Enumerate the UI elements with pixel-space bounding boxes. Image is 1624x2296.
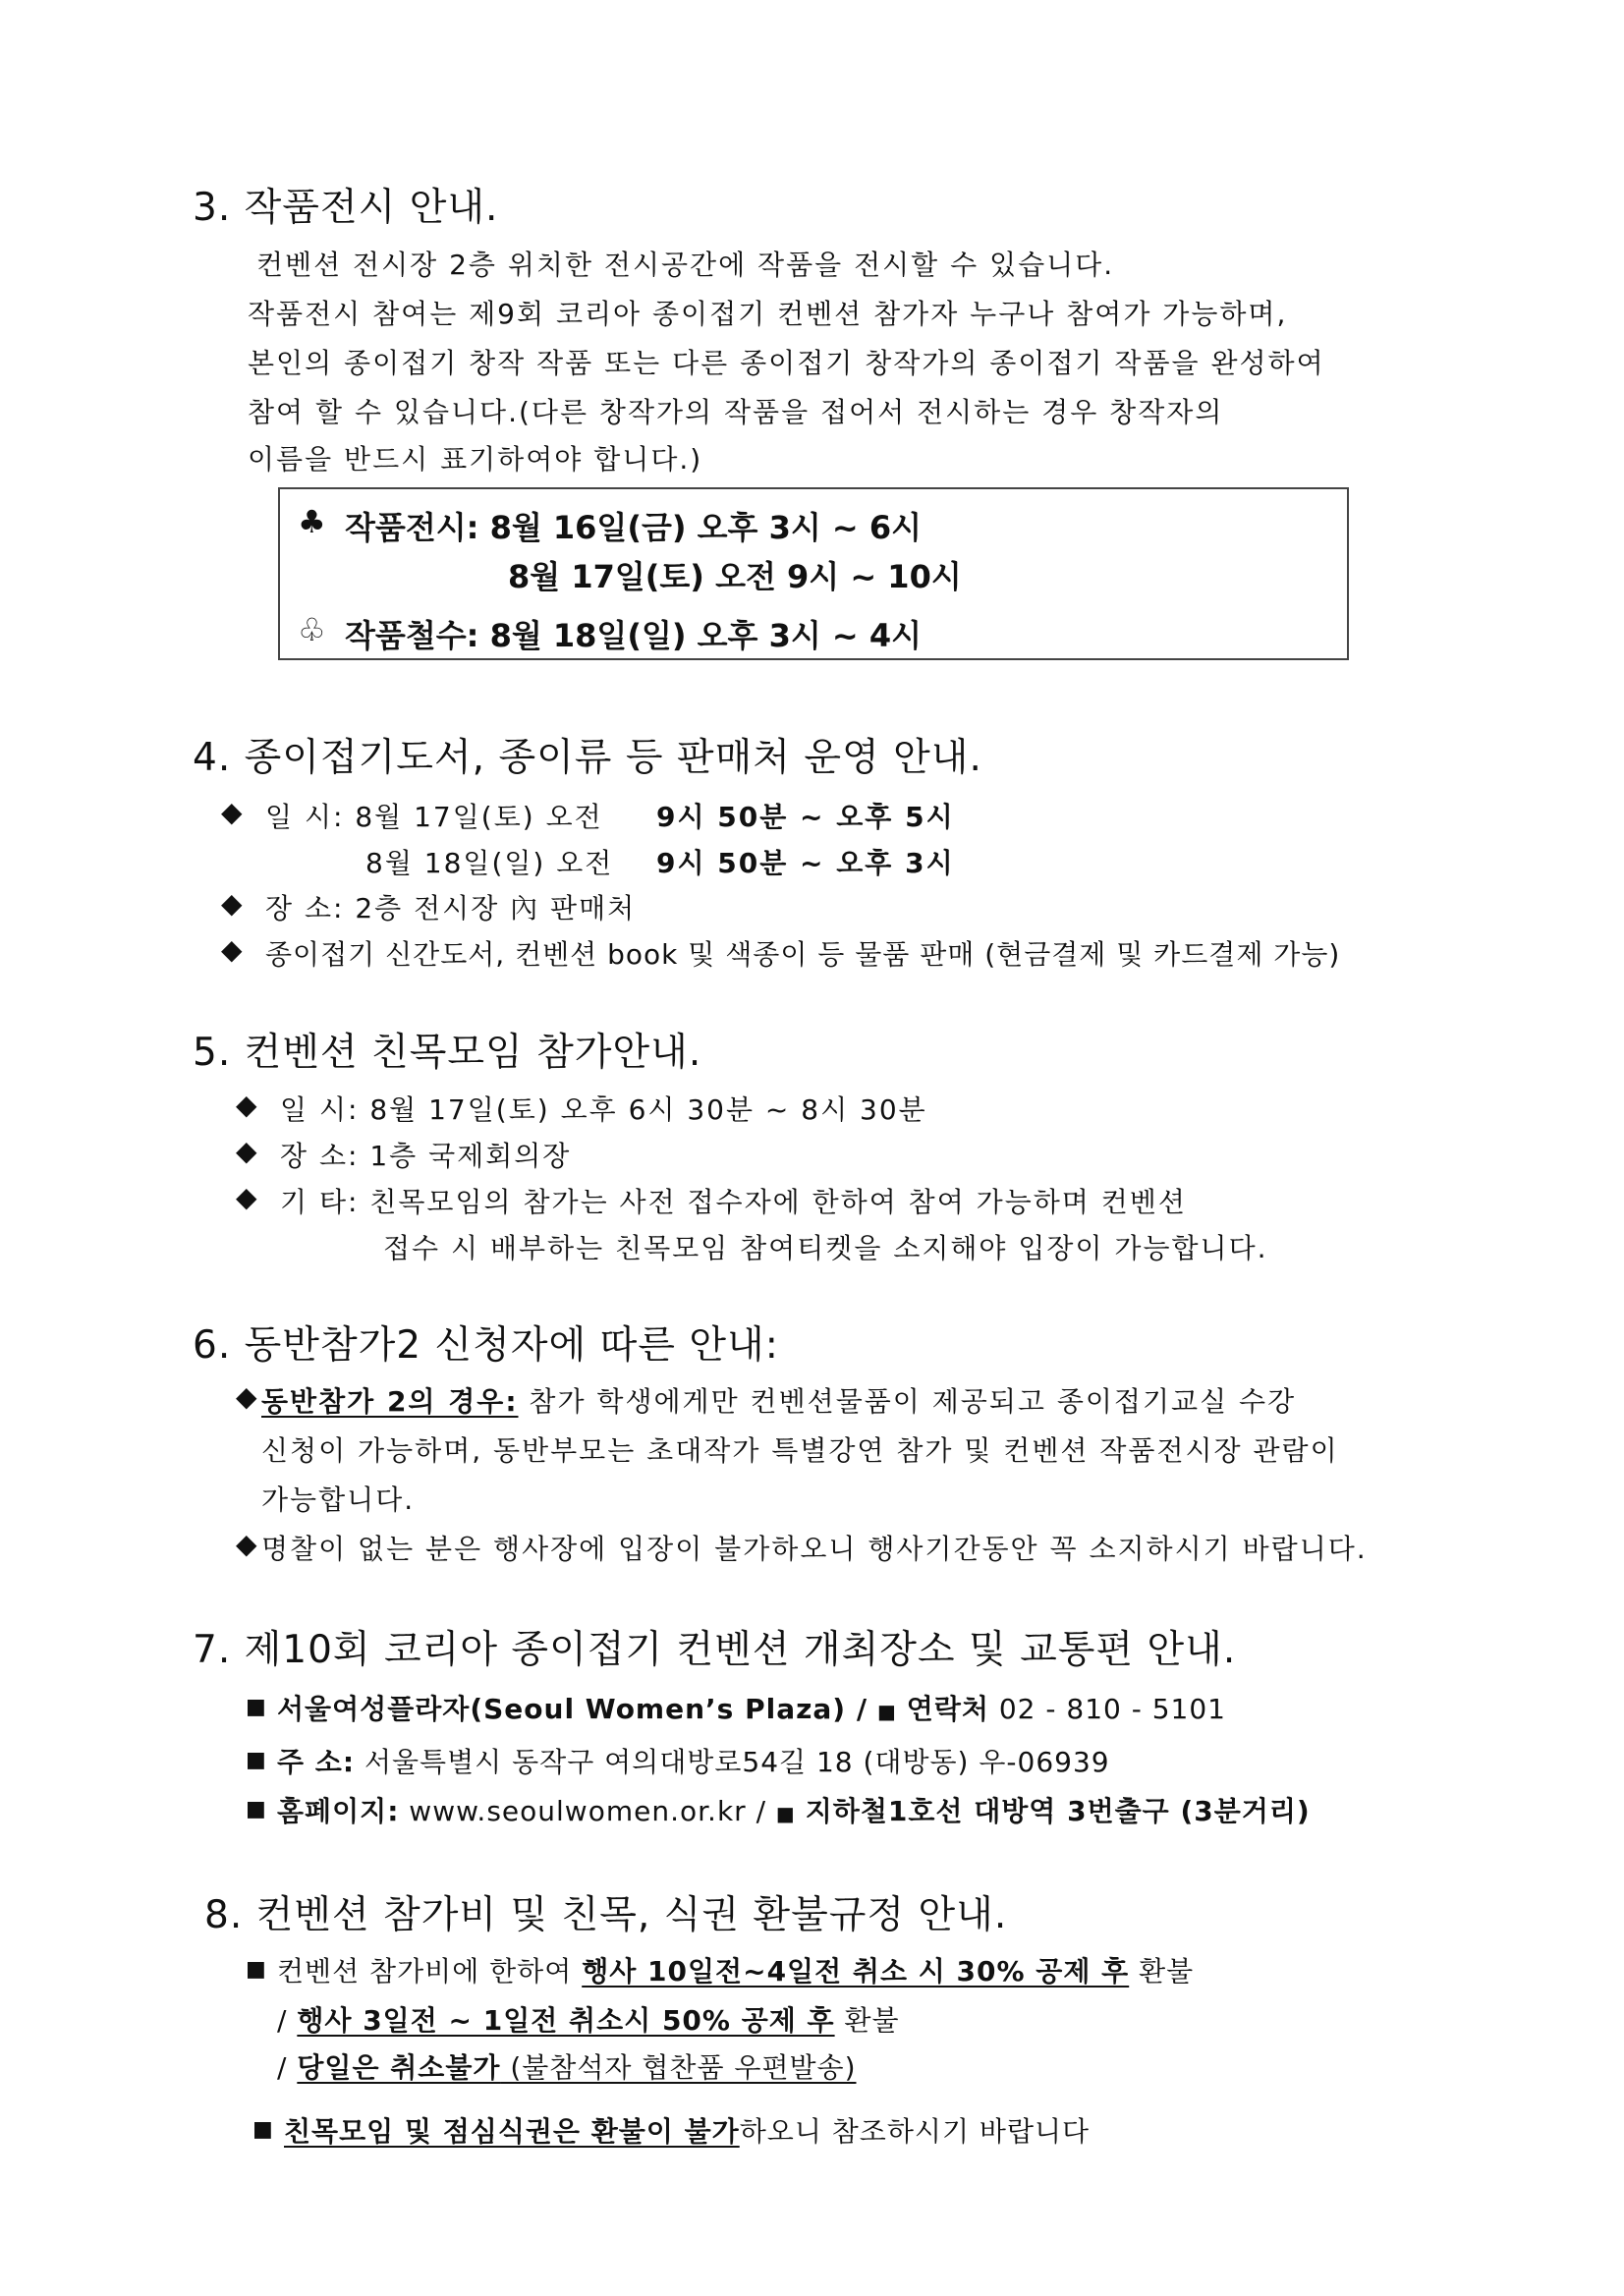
s8-line-3c: (불참석자 협찬품 우편발송) <box>500 2051 857 2084</box>
s7-line-1 <box>277 1688 1226 1727</box>
section-6-title: 6. 동반참가2 신청자에 따른 안내: <box>193 1323 779 1368</box>
s4-line-2b: 9시 50분 ~ 오후 3시 <box>656 847 955 879</box>
s6-companion-label: 동반참가 2의 경우: <box>261 1385 519 1418</box>
club-icon: ♣ <box>298 503 326 540</box>
s8-line-3 <box>277 2046 857 2086</box>
exhibition-time-row: 작품전시: 8월 16일(금) 오후 3시 ~ 6시 <box>345 509 923 546</box>
s6-line-2: 신청이 가능하며, 동반부모는 초대작가 특별강연 참가 및 컨벤션 작품전시장 관람이 <box>261 1434 1339 1467</box>
s8-rule-2: 행사 3일전 ~ 1일전 취소시 50% 공제 후 <box>297 2004 835 2037</box>
s4-line-3: 장 소: 2층 전시장 內 판매처 <box>265 892 637 924</box>
s6-bullet-2: ◆ <box>236 1528 259 1560</box>
s8-slash-1: / <box>277 2004 288 2037</box>
club-outline-icon: ♧ <box>298 611 326 648</box>
s8-line-4b: 하오니 참조하시기 바랍니다 <box>739 2115 1091 2148</box>
s3-line-4: 참여 할 수 있습니다.(다른 창작가의 작품을 접어서 전시하는 경우 창작자의 <box>248 396 1224 428</box>
s8-line-1c: 환불 <box>1129 1955 1195 1988</box>
s6-bullet-1: ◆ <box>236 1380 259 1413</box>
s7-square-inline-2: ■ <box>775 1802 796 1825</box>
s7-homepage-url[interactable]: www.seoulwomen.or.kr / <box>409 1795 767 1827</box>
s3-line-1: 컨벤션 전시장 2층 위치한 전시공간에 작품을 전시할 수 있습니다. <box>256 249 1115 281</box>
s7-contact-label: 연락처 <box>906 1693 989 1725</box>
s7-line-3 <box>277 1790 1311 1829</box>
s8-rule-3: 당일은 취소불가 <box>297 2051 501 2084</box>
s4-line-1a: 일 시: 8월 17일(토) 오전 <box>265 801 603 833</box>
s4-bullet-3: ◆ <box>221 933 245 966</box>
s3-line-3: 본인의 종이접기 창작 작품 또는 다른 종이접기 창작가의 종이접기 작품을 완성하여 <box>248 347 1325 379</box>
s7-square-inline-1: ■ <box>876 1700 897 1723</box>
s6-line-3: 가능합니다. <box>261 1484 416 1516</box>
s4-line-4: 종이접기 신간도서, 컨벤션 book 및 색종이 등 물품 판매 (현금결제 및 카드결제 가능) <box>265 938 1341 971</box>
s5-line-4: 접수 시 배부하는 친목모임 참여티켓을 소지해야 입장이 가능합니다. <box>383 1232 1268 1264</box>
s6-line-1-text: 참가 학생에게만 컨벤션물품이 제공되고 종이접기교실 수강 <box>518 1385 1297 1418</box>
s6-line-4: 명찰이 없는 분은 행사장에 입장이 불가하오니 행사기간동안 꼭 소지하시기 바랍니다. <box>261 1533 1368 1565</box>
s7-line-2 <box>277 1741 1110 1780</box>
s4-bullet-2: ◆ <box>221 887 245 920</box>
s8-rule-4: 친목모임 및 점심식권은 환불이 불가 <box>284 2115 740 2148</box>
s7-venue: 서울여성플라자(Seoul Women’s Plaza) / <box>277 1693 868 1725</box>
s5-bullet-1: ◆ <box>236 1089 259 1121</box>
s7-homepage-label: 홈페이지: <box>277 1795 400 1827</box>
s7-square-3: ■ <box>246 1797 268 1821</box>
s4-bullet-1: ◆ <box>221 796 245 828</box>
section-5-title: 5. 컨벤션 친목모임 참가안내. <box>193 1031 702 1075</box>
s4-line-2a: 8월 18일(일) 오전 <box>365 847 614 879</box>
exhibition-schedule-box <box>278 487 1349 660</box>
s6-line-1 <box>261 1380 1296 1420</box>
s3-line-5: 이름을 반드시 표기하여야 합니다.) <box>248 443 703 476</box>
s5-bullet-2: ◆ <box>236 1135 259 1167</box>
s7-square-1: ■ <box>246 1695 268 1719</box>
s8-line-2c: 환불 <box>834 2004 900 2037</box>
s7-contact-number: 02 - 810 - 5101 <box>998 1693 1226 1725</box>
exhibition-time-row-2: 8월 17일(토) 오전 9시 ~ 10시 <box>508 558 962 595</box>
section-8-title: 8. 컨벤션 참가비 및 친목, 식권 환불규정 안내. <box>204 1893 1008 1937</box>
s7-square-2: ■ <box>246 1748 268 1772</box>
section-4-title: 4. 종이접기도서, 종이류 등 판매처 운영 안내. <box>193 736 982 780</box>
s8-line-1 <box>277 1950 1194 1989</box>
section-7-title: 7. 제10회 코리아 종이접기 컨벤션 개최장소 및 교통편 안내. <box>193 1628 1237 1672</box>
withdrawal-time-row: 작품철수: 8월 18일(일) 오후 3시 ~ 4시 <box>345 617 923 654</box>
s8-square-2: ■ <box>252 2117 275 2142</box>
s8-square-1: ■ <box>246 1957 268 1982</box>
s7-address: 서울특별시 동작구 여의대방로54길 18 (대방동) 우-06939 <box>364 1746 1110 1778</box>
s8-line-1a: 컨벤션 참가비에 한하여 <box>277 1955 573 1988</box>
s8-line-2 <box>277 1999 900 2039</box>
s3-line-2: 작품전시 참여는 제9회 코리아 종이접기 컨벤션 참가자 누구나 참여가 가능하며, <box>248 298 1288 330</box>
s7-address-label: 주 소: <box>277 1746 356 1778</box>
section-3-title: 3. 작품전시 안내. <box>193 186 499 230</box>
s8-rule-1: 행사 10일전~4일전 취소 시 30% 공제 후 <box>582 1955 1130 1988</box>
s7-subway: 지하철1호선 대방역 3번출구 (3분거리) <box>805 1795 1311 1827</box>
s4-line-1b: 9시 50분 ~ 오후 5시 <box>656 801 955 833</box>
s5-line-1: 일 시: 8월 17일(토) 오후 6시 30분 ~ 8시 30분 <box>280 1093 927 1126</box>
s8-line-4 <box>284 2110 1090 2150</box>
s5-bullet-3: ◆ <box>236 1181 259 1213</box>
s8-slash-2: / <box>277 2051 288 2084</box>
s5-line-2: 장 소: 1층 국제회의장 <box>280 1140 572 1172</box>
s5-line-3: 기 타: 친목모임의 참가는 사전 접수자에 한하여 참여 가능하며 컨벤션 <box>280 1186 1187 1218</box>
